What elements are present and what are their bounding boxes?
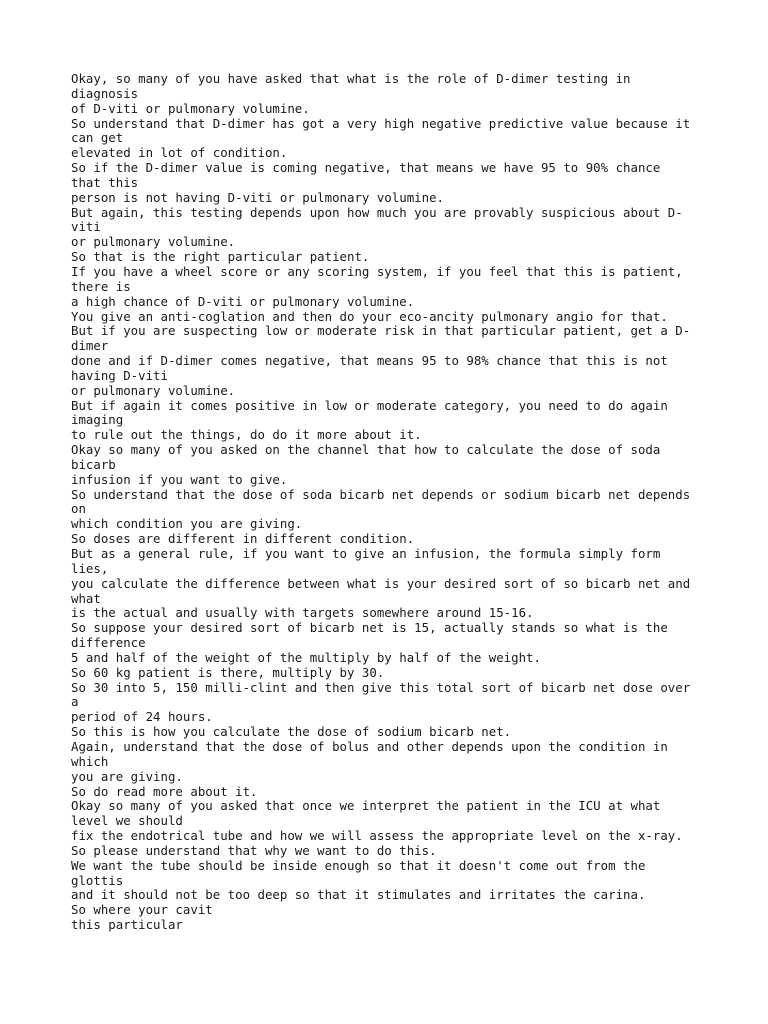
text-line: a high chance of D-viti or pulmonary volumine. <box>71 293 415 309</box>
text-line: glottis <box>71 872 124 888</box>
text-line: or pulmonary volumine. <box>71 234 236 250</box>
text-line: to rule out the things, do do it more about it. <box>71 427 422 443</box>
text-line: So doses are different in different condition. <box>71 531 415 547</box>
text-line: and it should not be too deep so that it stimulates and irritates the carina. <box>71 887 646 903</box>
text-line: fix the endotrical tube and how we will assess the appropriate level on the x-ray. <box>71 828 683 844</box>
text-line: you are giving. <box>71 768 183 784</box>
text-line: on <box>71 501 86 517</box>
text-line: period of 24 hours. <box>71 709 213 725</box>
text-line: this particular <box>71 917 183 933</box>
text-line: But as a general rule, if you want to give an infusion, the formula simply form <box>71 546 661 561</box>
text-line: But if you are suspecting low or moderate risk in that particular patient, get a D- <box>71 323 691 339</box>
text-line: imaging <box>71 412 124 428</box>
text-line: having D-viti <box>71 367 168 383</box>
text-line: which <box>71 753 109 769</box>
text-line: So this is how you calculate the dose of sodium bicarb net. <box>71 724 512 740</box>
text-line: Again, understand that the dose of bolus and other depends upon the condition in <box>71 738 668 754</box>
text-line: viti <box>71 219 101 235</box>
text-line: Okay, so many of you have asked that what is the role of D-dimer testing in <box>71 71 631 86</box>
text-line: So where your cavit <box>71 902 213 918</box>
text-line: difference <box>71 635 146 651</box>
text-line: diagnosis <box>71 85 139 101</box>
text-line: You give an anti-coglation and then do your eco-ancity pulmonary angio for that. <box>71 308 668 324</box>
text-line: person is not having D-viti or pulmonary volumine. <box>71 189 444 205</box>
text-line: that this <box>71 174 139 190</box>
transcript-text <box>71 72 711 933</box>
text-line: So understand that D-dimer has got a very high negative predictive value because it <box>71 115 691 131</box>
text-line: can get <box>71 130 124 146</box>
text-line: level we should <box>71 813 183 829</box>
text-line: So if the D-dimer value is coming negative, that means we have 95 to 90% chance <box>71 160 661 176</box>
text-line: If you have a wheel score or any scoring system, if you feel that this is patient, <box>71 263 683 279</box>
text-line: So do read more about it. <box>71 783 258 799</box>
text-line: So that is the right particular patient. <box>71 249 370 265</box>
text-line: there is <box>71 278 131 294</box>
text-line: infusion if you want to give. <box>71 471 288 487</box>
text-line: So please understand that why we want to do this. <box>71 842 437 858</box>
text-line: So suppose your desired sort of bicarb net is 15, actually stands so what is the <box>71 620 668 636</box>
text-line: lies, <box>71 560 109 576</box>
text-line: Okay so many of you asked that once we interpret the patient in the ICU at what <box>71 798 661 814</box>
text-line: is the actual and usually with targets somewhere around 15-16. <box>71 605 534 621</box>
text-line: or pulmonary volumine. <box>71 382 236 398</box>
text-line: which condition you are giving. <box>71 516 303 532</box>
text-line: bicarb <box>71 456 116 472</box>
text-line: dimer <box>71 338 109 354</box>
text-line: We want the tube should be inside enough so that it doesn't come out from the <box>71 857 646 873</box>
text-line: So 30 into 5, 150 milli-clint and then give this total sort of bicarb net dose over <box>71 679 691 695</box>
text-line: So 60 kg patient is there, multiply by 30. <box>71 664 385 680</box>
text-line: But again, this testing depends upon how much you are provably suspicious about D- <box>71 204 683 220</box>
text-line: of D-viti or pulmonary volumine. <box>71 100 310 116</box>
text-line: But if again it comes positive in low or moderate category, you need to do again <box>71 397 668 413</box>
text-line: done and if D-dimer comes negative, that means 95 to 98% chance that this is not <box>71 353 668 369</box>
text-line: a <box>71 694 79 710</box>
text-line: 5 and half of the weight of the multiply by half of the weight. <box>71 649 541 665</box>
text-line: elevated in lot of condition. <box>71 145 288 161</box>
text-line: Okay so many of you asked on the channel that how to calculate the dose of soda <box>71 442 661 458</box>
text-line: you calculate the difference between what is your desired sort of so bicarb net and <box>71 575 691 591</box>
text-line: what <box>71 590 101 606</box>
text-line: So understand that the dose of soda bicarb net depends or sodium bicarb net depends <box>71 486 691 502</box>
